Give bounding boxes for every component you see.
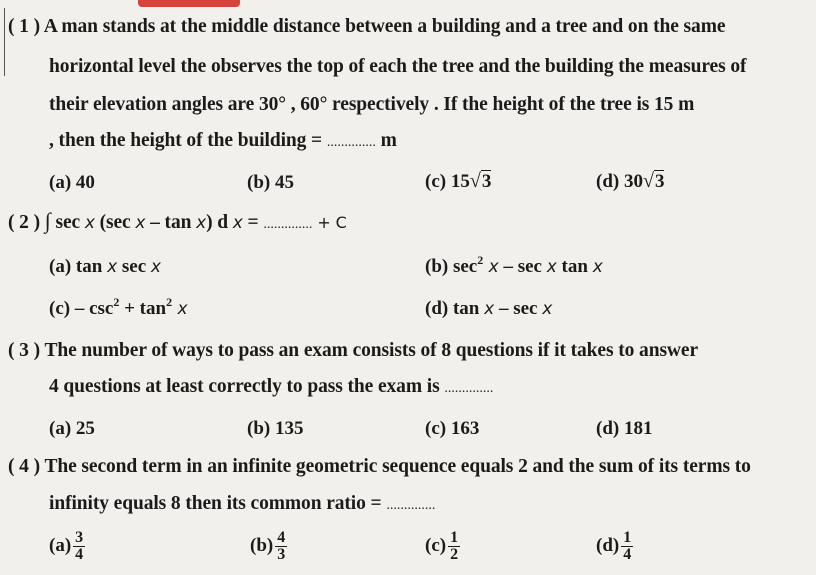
option-label: (a) — [49, 534, 72, 556]
question-text-line: A man stands at the middle distance between a building and a tree and on the same — [43, 16, 726, 37]
integral-expression: sec x (sec x – tan x) d x = — [55, 212, 264, 233]
option-coefficient: 30 — [623, 171, 643, 192]
option-label: (a) — [49, 418, 72, 439]
question-text-line: 4 questions at least correctly to pass the exam is — [49, 376, 445, 397]
answer-blank: .............. — [263, 217, 313, 232]
option-c[interactable] — [425, 418, 479, 440]
answer-blank: .............. — [386, 498, 436, 513]
question-number: ( 2 ) — [8, 212, 40, 233]
option-label: (c) — [425, 534, 447, 556]
question-text-line: , then the height of the building = — [49, 130, 327, 151]
option-a[interactable] — [49, 256, 161, 278]
option-c[interactable] — [49, 295, 188, 320]
constant-term: + C — [312, 213, 347, 232]
option-b[interactable] — [247, 172, 294, 194]
option-expression: tan x – sec x — [452, 298, 553, 319]
radicand: 3 — [481, 171, 492, 192]
option-d[interactable] — [425, 298, 552, 320]
sqrt-symbol: √3 — [642, 170, 665, 192]
fraction: $\frac{1}{4}$ — [623, 529, 632, 563]
option-label: (d) — [596, 418, 620, 439]
fraction: $\frac{1}{2}$ — [450, 529, 459, 563]
option-expression: – $\csc^2 + \tan^2 x$ — [74, 295, 188, 319]
header-tab — [138, 0, 240, 7]
option-a[interactable] — [49, 418, 95, 440]
question-number: ( 1 ) — [8, 16, 40, 37]
option-b[interactable] — [250, 530, 287, 563]
option-value: 135 — [274, 418, 304, 439]
option-expression: tan x sec x — [75, 256, 161, 277]
option-label: (d) — [596, 534, 620, 556]
option-label: (b) — [425, 256, 449, 277]
fraction: $\frac{3}{4}$ — [75, 529, 84, 563]
option-c[interactable] — [425, 170, 491, 193]
option-label: (d) — [596, 171, 620, 192]
fraction: $\frac{4}{3}$ — [277, 529, 286, 563]
option-label: (b) — [247, 418, 271, 439]
question-text-line: their elevation angles are 30° , 60° respectively . If the height of the tree is 15 m — [49, 94, 695, 115]
question-text-line: infinity equals 8 then its common ratio = — [49, 493, 387, 514]
option-b[interactable] — [247, 418, 303, 440]
question-text-line: The number of ways to pass an exam consists of 8 questions if it takes to answer — [44, 340, 699, 361]
option-b[interactable] — [425, 253, 603, 278]
radicand: 3 — [654, 171, 665, 192]
sqrt-symbol: √3 — [469, 170, 492, 192]
question-text-line: The second term in an infinite geometric sequence equals 2 and the sum of its terms to — [44, 456, 751, 477]
option-label: (b) — [247, 172, 271, 193]
option-label: (c) — [49, 298, 71, 319]
option-d[interactable] — [596, 170, 664, 193]
answer-blank: .............. — [326, 135, 376, 150]
option-d[interactable] — [596, 530, 633, 563]
answer-blank: .............. — [444, 381, 494, 396]
option-label: (d) — [425, 298, 449, 319]
option-value: 45 — [274, 172, 294, 193]
option-label: (c) — [425, 171, 447, 192]
option-label: (c) — [425, 418, 447, 439]
option-value: 25 — [75, 418, 95, 439]
option-label: (a) — [49, 256, 72, 277]
option-coefficient: 15 — [450, 171, 470, 192]
option-a[interactable] — [49, 172, 95, 194]
question-number: ( 4 ) — [8, 456, 40, 477]
option-label: (a) — [49, 172, 72, 193]
option-d[interactable] — [596, 418, 652, 440]
margin-rule — [4, 8, 5, 76]
question-text-line: horizontal level the observes the top of each the tree and the building the measures of — [49, 56, 747, 77]
option-value: 40 — [75, 172, 95, 193]
integral-sign: ∫ — [44, 208, 51, 233]
option-c[interactable] — [425, 530, 460, 563]
question-number: ( 3 ) — [8, 340, 40, 361]
option-label: (b) — [250, 534, 274, 556]
option-value: 181 — [623, 418, 653, 439]
option-expression: $\sec^2 x$ – sec x tan x — [452, 253, 603, 277]
option-a[interactable] — [49, 530, 85, 563]
unit-label: m — [375, 130, 397, 151]
option-value: 163 — [450, 418, 480, 439]
